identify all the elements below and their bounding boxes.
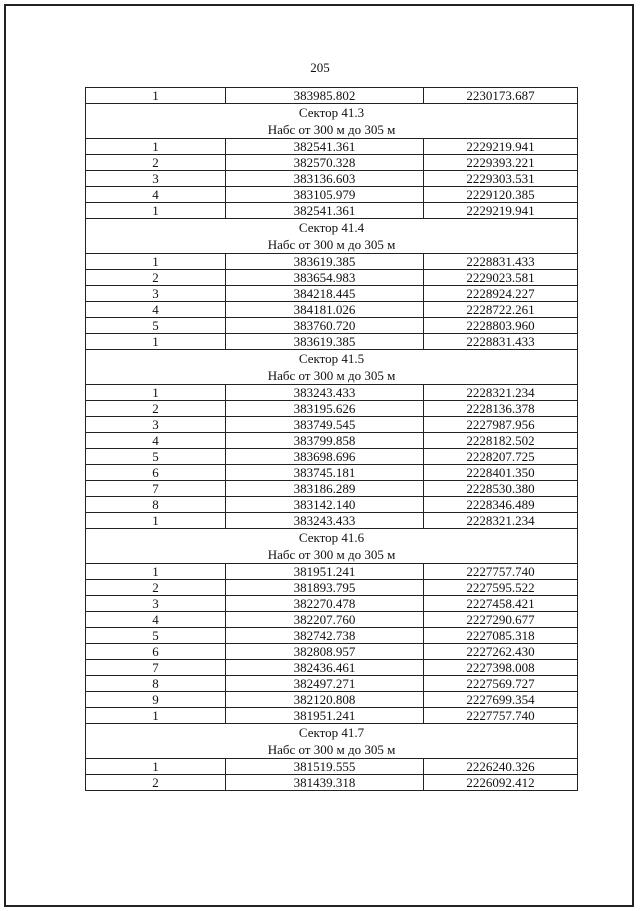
sector-header-cell bbox=[86, 350, 578, 385]
x-coordinate-cell: 383243.433 bbox=[226, 385, 424, 401]
y-coordinate-cell: 2228321.234 bbox=[424, 385, 578, 401]
point-number-cell: 1 bbox=[86, 708, 226, 724]
table-row bbox=[86, 270, 578, 286]
point-number-cell: 1 bbox=[86, 254, 226, 270]
point-number-cell: 2 bbox=[86, 270, 226, 286]
point-number-cell: 1 bbox=[86, 759, 226, 775]
table-row bbox=[86, 139, 578, 155]
y-coordinate-cell: 2227595.522 bbox=[424, 580, 578, 596]
coordinates-table bbox=[85, 87, 578, 791]
y-coordinate-cell: 2228321.234 bbox=[424, 513, 578, 529]
table-row bbox=[86, 433, 578, 449]
sector-header-cell bbox=[86, 724, 578, 759]
sector-header-row bbox=[86, 104, 578, 139]
table-row bbox=[86, 564, 578, 580]
point-number-cell: 7 bbox=[86, 660, 226, 676]
y-coordinate-cell: 2228530.380 bbox=[424, 481, 578, 497]
x-coordinate-cell: 381439.318 bbox=[226, 775, 424, 791]
x-coordinate-cell: 383105.979 bbox=[226, 187, 424, 203]
point-number-cell: 1 bbox=[86, 385, 226, 401]
point-number-cell: 2 bbox=[86, 580, 226, 596]
y-coordinate-cell: 2228924.227 bbox=[424, 286, 578, 302]
y-coordinate-cell: 2227699.354 bbox=[424, 692, 578, 708]
y-coordinate-cell: 2227987.956 bbox=[424, 417, 578, 433]
x-coordinate-cell: 381951.241 bbox=[226, 708, 424, 724]
x-coordinate-cell: 382270.478 bbox=[226, 596, 424, 612]
point-number-cell: 3 bbox=[86, 171, 226, 187]
y-coordinate-cell: 2227262.430 bbox=[424, 644, 578, 660]
x-coordinate-cell: 382120.808 bbox=[226, 692, 424, 708]
table-row bbox=[86, 497, 578, 513]
point-number-cell: 6 bbox=[86, 465, 226, 481]
x-coordinate-cell: 383136.603 bbox=[226, 171, 424, 187]
sector-header-row bbox=[86, 219, 578, 254]
y-coordinate-cell: 2227398.008 bbox=[424, 660, 578, 676]
x-coordinate-cell: 383698.696 bbox=[226, 449, 424, 465]
x-coordinate-cell: 383142.140 bbox=[226, 497, 424, 513]
x-coordinate-cell: 383619.385 bbox=[226, 254, 424, 270]
table-row bbox=[86, 385, 578, 401]
y-coordinate-cell: 2226240.326 bbox=[424, 759, 578, 775]
point-number-cell: 8 bbox=[86, 676, 226, 692]
sector-header-row bbox=[86, 724, 578, 759]
point-number-cell: 6 bbox=[86, 644, 226, 660]
x-coordinate-cell: 383749.545 bbox=[226, 417, 424, 433]
x-coordinate-cell: 381951.241 bbox=[226, 564, 424, 580]
x-coordinate-cell: 384218.445 bbox=[226, 286, 424, 302]
sector-title: Сектор 41.3 bbox=[298, 105, 365, 120]
table-row bbox=[86, 417, 578, 433]
table-row bbox=[86, 88, 578, 104]
point-number-cell: 3 bbox=[86, 417, 226, 433]
point-number-cell: 9 bbox=[86, 692, 226, 708]
x-coordinate-cell: 383243.433 bbox=[226, 513, 424, 529]
x-coordinate-cell: 383654.983 bbox=[226, 270, 424, 286]
x-coordinate-cell: 383195.626 bbox=[226, 401, 424, 417]
y-coordinate-cell: 2229023.581 bbox=[424, 270, 578, 286]
point-number-cell: 1 bbox=[86, 513, 226, 529]
sector-header-cell bbox=[86, 219, 578, 254]
point-number-cell: 5 bbox=[86, 628, 226, 644]
x-coordinate-cell: 383799.858 bbox=[226, 433, 424, 449]
y-coordinate-cell: 2229219.941 bbox=[424, 139, 578, 155]
y-coordinate-cell: 2230173.687 bbox=[424, 88, 578, 104]
point-number-cell: 3 bbox=[86, 596, 226, 612]
x-coordinate-cell: 381519.555 bbox=[226, 759, 424, 775]
point-number-cell: 1 bbox=[86, 203, 226, 219]
sector-header-row bbox=[86, 350, 578, 385]
point-number-cell: 7 bbox=[86, 481, 226, 497]
table-row bbox=[86, 628, 578, 644]
y-coordinate-cell: 2229303.531 bbox=[424, 171, 578, 187]
table-row bbox=[86, 692, 578, 708]
y-coordinate-cell: 2228136.378 bbox=[424, 401, 578, 417]
point-number-cell: 1 bbox=[86, 564, 226, 580]
y-coordinate-cell: 2228346.489 bbox=[424, 497, 578, 513]
table-row bbox=[86, 203, 578, 219]
point-number-cell: 2 bbox=[86, 775, 226, 791]
y-coordinate-cell: 2228831.433 bbox=[424, 334, 578, 350]
y-coordinate-cell: 2228182.502 bbox=[424, 433, 578, 449]
x-coordinate-cell: 382742.738 bbox=[226, 628, 424, 644]
point-number-cell: 1 bbox=[86, 334, 226, 350]
sector-title: Сектор 41.5 bbox=[298, 351, 365, 366]
table-row bbox=[86, 708, 578, 724]
sector-title: Сектор 41.7 bbox=[298, 725, 365, 740]
y-coordinate-cell: 2227290.677 bbox=[424, 612, 578, 628]
table-row bbox=[86, 465, 578, 481]
point-number-cell: 4 bbox=[86, 433, 226, 449]
y-coordinate-cell: 2228831.433 bbox=[424, 254, 578, 270]
sector-height-range: Набс от 300 м до 305 м bbox=[267, 368, 396, 383]
x-coordinate-cell: 382541.361 bbox=[226, 203, 424, 219]
point-number-cell: 5 bbox=[86, 449, 226, 465]
x-coordinate-cell: 384181.026 bbox=[226, 302, 424, 318]
table-row bbox=[86, 286, 578, 302]
y-coordinate-cell: 2227458.421 bbox=[424, 596, 578, 612]
x-coordinate-cell: 381893.795 bbox=[226, 580, 424, 596]
coordinates-table-body bbox=[86, 88, 578, 791]
point-number-cell: 5 bbox=[86, 318, 226, 334]
point-number-cell: 8 bbox=[86, 497, 226, 513]
table-row bbox=[86, 612, 578, 628]
table-row bbox=[86, 449, 578, 465]
y-coordinate-cell: 2229393.221 bbox=[424, 155, 578, 171]
y-coordinate-cell: 2229120.385 bbox=[424, 187, 578, 203]
table-row bbox=[86, 759, 578, 775]
table-row bbox=[86, 302, 578, 318]
point-number-cell: 4 bbox=[86, 302, 226, 318]
sector-header-cell bbox=[86, 104, 578, 139]
table-row bbox=[86, 171, 578, 187]
table-row bbox=[86, 401, 578, 417]
table-row bbox=[86, 334, 578, 350]
table-row bbox=[86, 580, 578, 596]
sector-header-cell bbox=[86, 529, 578, 564]
x-coordinate-cell: 383985.802 bbox=[226, 88, 424, 104]
y-coordinate-cell: 2229219.941 bbox=[424, 203, 578, 219]
sector-title: Сектор 41.4 bbox=[298, 220, 365, 235]
x-coordinate-cell: 382570.328 bbox=[226, 155, 424, 171]
y-coordinate-cell: 2228401.350 bbox=[424, 465, 578, 481]
table-row bbox=[86, 644, 578, 660]
x-coordinate-cell: 382541.361 bbox=[226, 139, 424, 155]
sector-height-range: Набс от 300 м до 305 м bbox=[267, 122, 396, 137]
sector-height-range: Набс от 300 м до 305 м bbox=[267, 547, 396, 562]
point-number-cell: 1 bbox=[86, 88, 226, 104]
sector-height-range: Набс от 300 м до 305 м bbox=[267, 237, 396, 252]
y-coordinate-cell: 2228722.261 bbox=[424, 302, 578, 318]
x-coordinate-cell: 383745.181 bbox=[226, 465, 424, 481]
sector-header-row bbox=[86, 529, 578, 564]
table-row bbox=[86, 155, 578, 171]
x-coordinate-cell: 382207.760 bbox=[226, 612, 424, 628]
point-number-cell: 1 bbox=[86, 139, 226, 155]
point-number-cell: 4 bbox=[86, 612, 226, 628]
sector-title: Сектор 41.6 bbox=[298, 530, 365, 545]
table-row bbox=[86, 318, 578, 334]
table-row bbox=[86, 481, 578, 497]
y-coordinate-cell: 2228207.725 bbox=[424, 449, 578, 465]
y-coordinate-cell: 2226092.412 bbox=[424, 775, 578, 791]
table-row bbox=[86, 775, 578, 791]
table-row bbox=[86, 596, 578, 612]
point-number-cell: 3 bbox=[86, 286, 226, 302]
page-number: 205 bbox=[310, 60, 330, 75]
table-row bbox=[86, 513, 578, 529]
x-coordinate-cell: 383760.720 bbox=[226, 318, 424, 334]
table-row bbox=[86, 676, 578, 692]
table-row bbox=[86, 660, 578, 676]
table-row bbox=[86, 254, 578, 270]
x-coordinate-cell: 382436.461 bbox=[226, 660, 424, 676]
x-coordinate-cell: 383186.289 bbox=[226, 481, 424, 497]
x-coordinate-cell: 382808.957 bbox=[226, 644, 424, 660]
x-coordinate-cell: 382497.271 bbox=[226, 676, 424, 692]
y-coordinate-cell: 2227757.740 bbox=[424, 564, 578, 580]
y-coordinate-cell: 2227085.318 bbox=[424, 628, 578, 644]
y-coordinate-cell: 2227757.740 bbox=[424, 708, 578, 724]
sector-height-range: Набс от 300 м до 305 м bbox=[267, 742, 396, 757]
x-coordinate-cell: 383619.385 bbox=[226, 334, 424, 350]
y-coordinate-cell: 2227569.727 bbox=[424, 676, 578, 692]
point-number-cell: 4 bbox=[86, 187, 226, 203]
y-coordinate-cell: 2228803.960 bbox=[424, 318, 578, 334]
point-number-cell: 2 bbox=[86, 401, 226, 417]
point-number-cell: 2 bbox=[86, 155, 226, 171]
table-row bbox=[86, 187, 578, 203]
